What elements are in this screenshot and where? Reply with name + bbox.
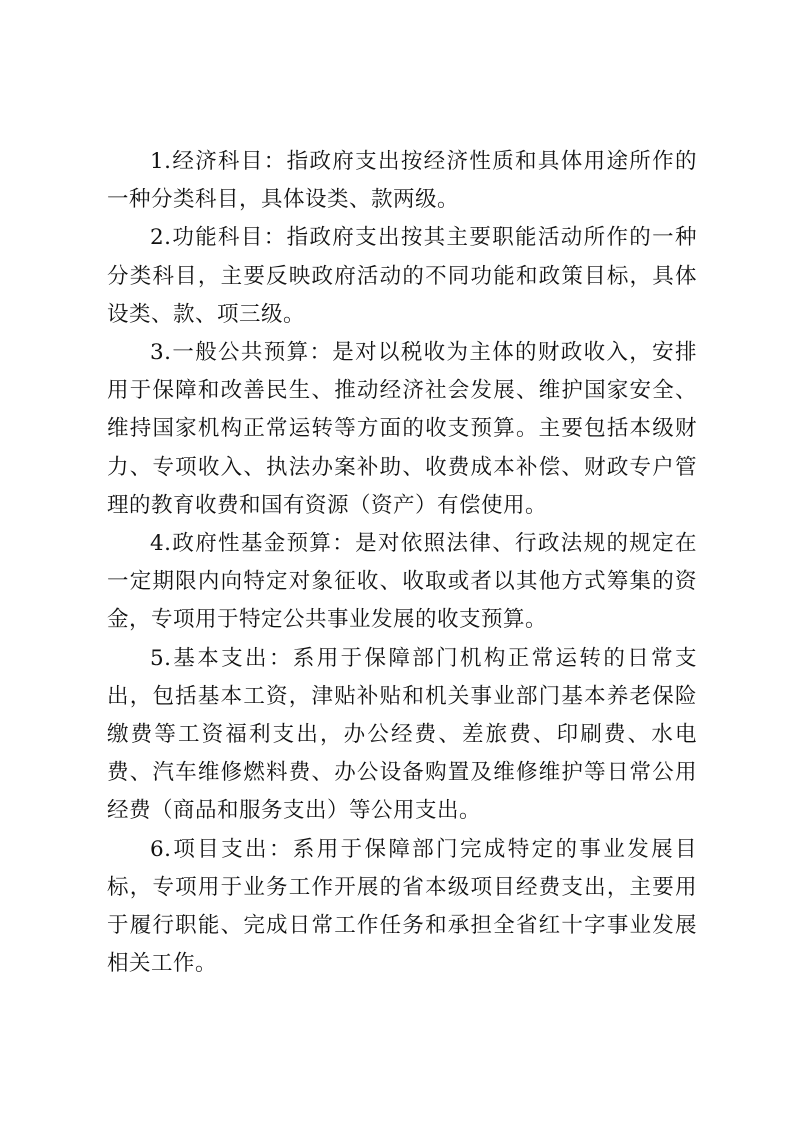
- item-number: 5.: [150, 645, 172, 671]
- term: 功能科目: [171, 225, 264, 251]
- term-separator: ：: [263, 149, 287, 174]
- term-separator: ：: [309, 340, 333, 366]
- term: 一般公共预算: [171, 340, 310, 366]
- definition-item: [107, 831, 697, 984]
- item-number: 4.: [150, 531, 172, 557]
- item-number: 6.: [150, 836, 172, 862]
- term: 基本支出: [171, 645, 269, 671]
- item-number: 2.: [150, 225, 172, 251]
- term: 项目支出: [171, 836, 269, 862]
- document-body: [107, 143, 697, 983]
- term: 经济科目: [171, 149, 264, 174]
- definition-text: 系用于保障部门完成特定的事业发展目标，专项用于业务工作开展的省本级项目经费支出，主要用于履行职能、完成日常工作任务和承担全省红十字事业发展相关工作。: [107, 836, 697, 977]
- definition-item: [107, 525, 697, 640]
- definition-text: 系用于保障部门机构正常运转的日常支出，包括基本工资，津贴补贴和机关事业部门基本养老保险缴费等工资福利支出，办公经费、差旅费、印刷费、水电费、汽车维修燃料费、办公设备购置及维修维护等日常公用经费（商品和服务支出）等公用支出。: [107, 645, 697, 824]
- definition-item: [107, 640, 697, 831]
- definition-text: 指政府支出按经济性质和具体用途所作的一种分类科目，具体设类、款两级。: [107, 149, 697, 213]
- definition-item: [107, 219, 697, 334]
- definition-item: [107, 143, 697, 219]
- term-separator: ：: [268, 836, 293, 862]
- definition-text: 是对依照法律、行政法规的规定在一定期限内向特定对象征收、收取或者以其他方式筹集的资金，专项用于特定公共事业发展的收支预算。: [107, 531, 697, 633]
- term-separator: ：: [332, 531, 356, 557]
- item-number: 3.: [150, 340, 172, 366]
- term-separator: ：: [263, 225, 287, 251]
- term-separator: ：: [268, 645, 293, 671]
- definition-text: 是对以税收为主体的财政收入，安排用于保障和改善民生、推动经济社会发展、维护国家安全、维持国家机构正常运转等方面的收支预算。主要包括本级财力、专项收入、执法办案补助、收费成本补偿、财政专户管理的教育收费和国有资源（资产）有偿使用。: [107, 340, 697, 518]
- item-number: 1.: [150, 149, 172, 174]
- definition-item: [107, 334, 697, 525]
- term: 政府性基金预算: [171, 531, 333, 557]
- definition-text: 指政府支出按其主要职能活动所作的一种分类科目，主要反映政府活动的不同功能和政策目标，具体设类、款、项三级。: [107, 225, 697, 327]
